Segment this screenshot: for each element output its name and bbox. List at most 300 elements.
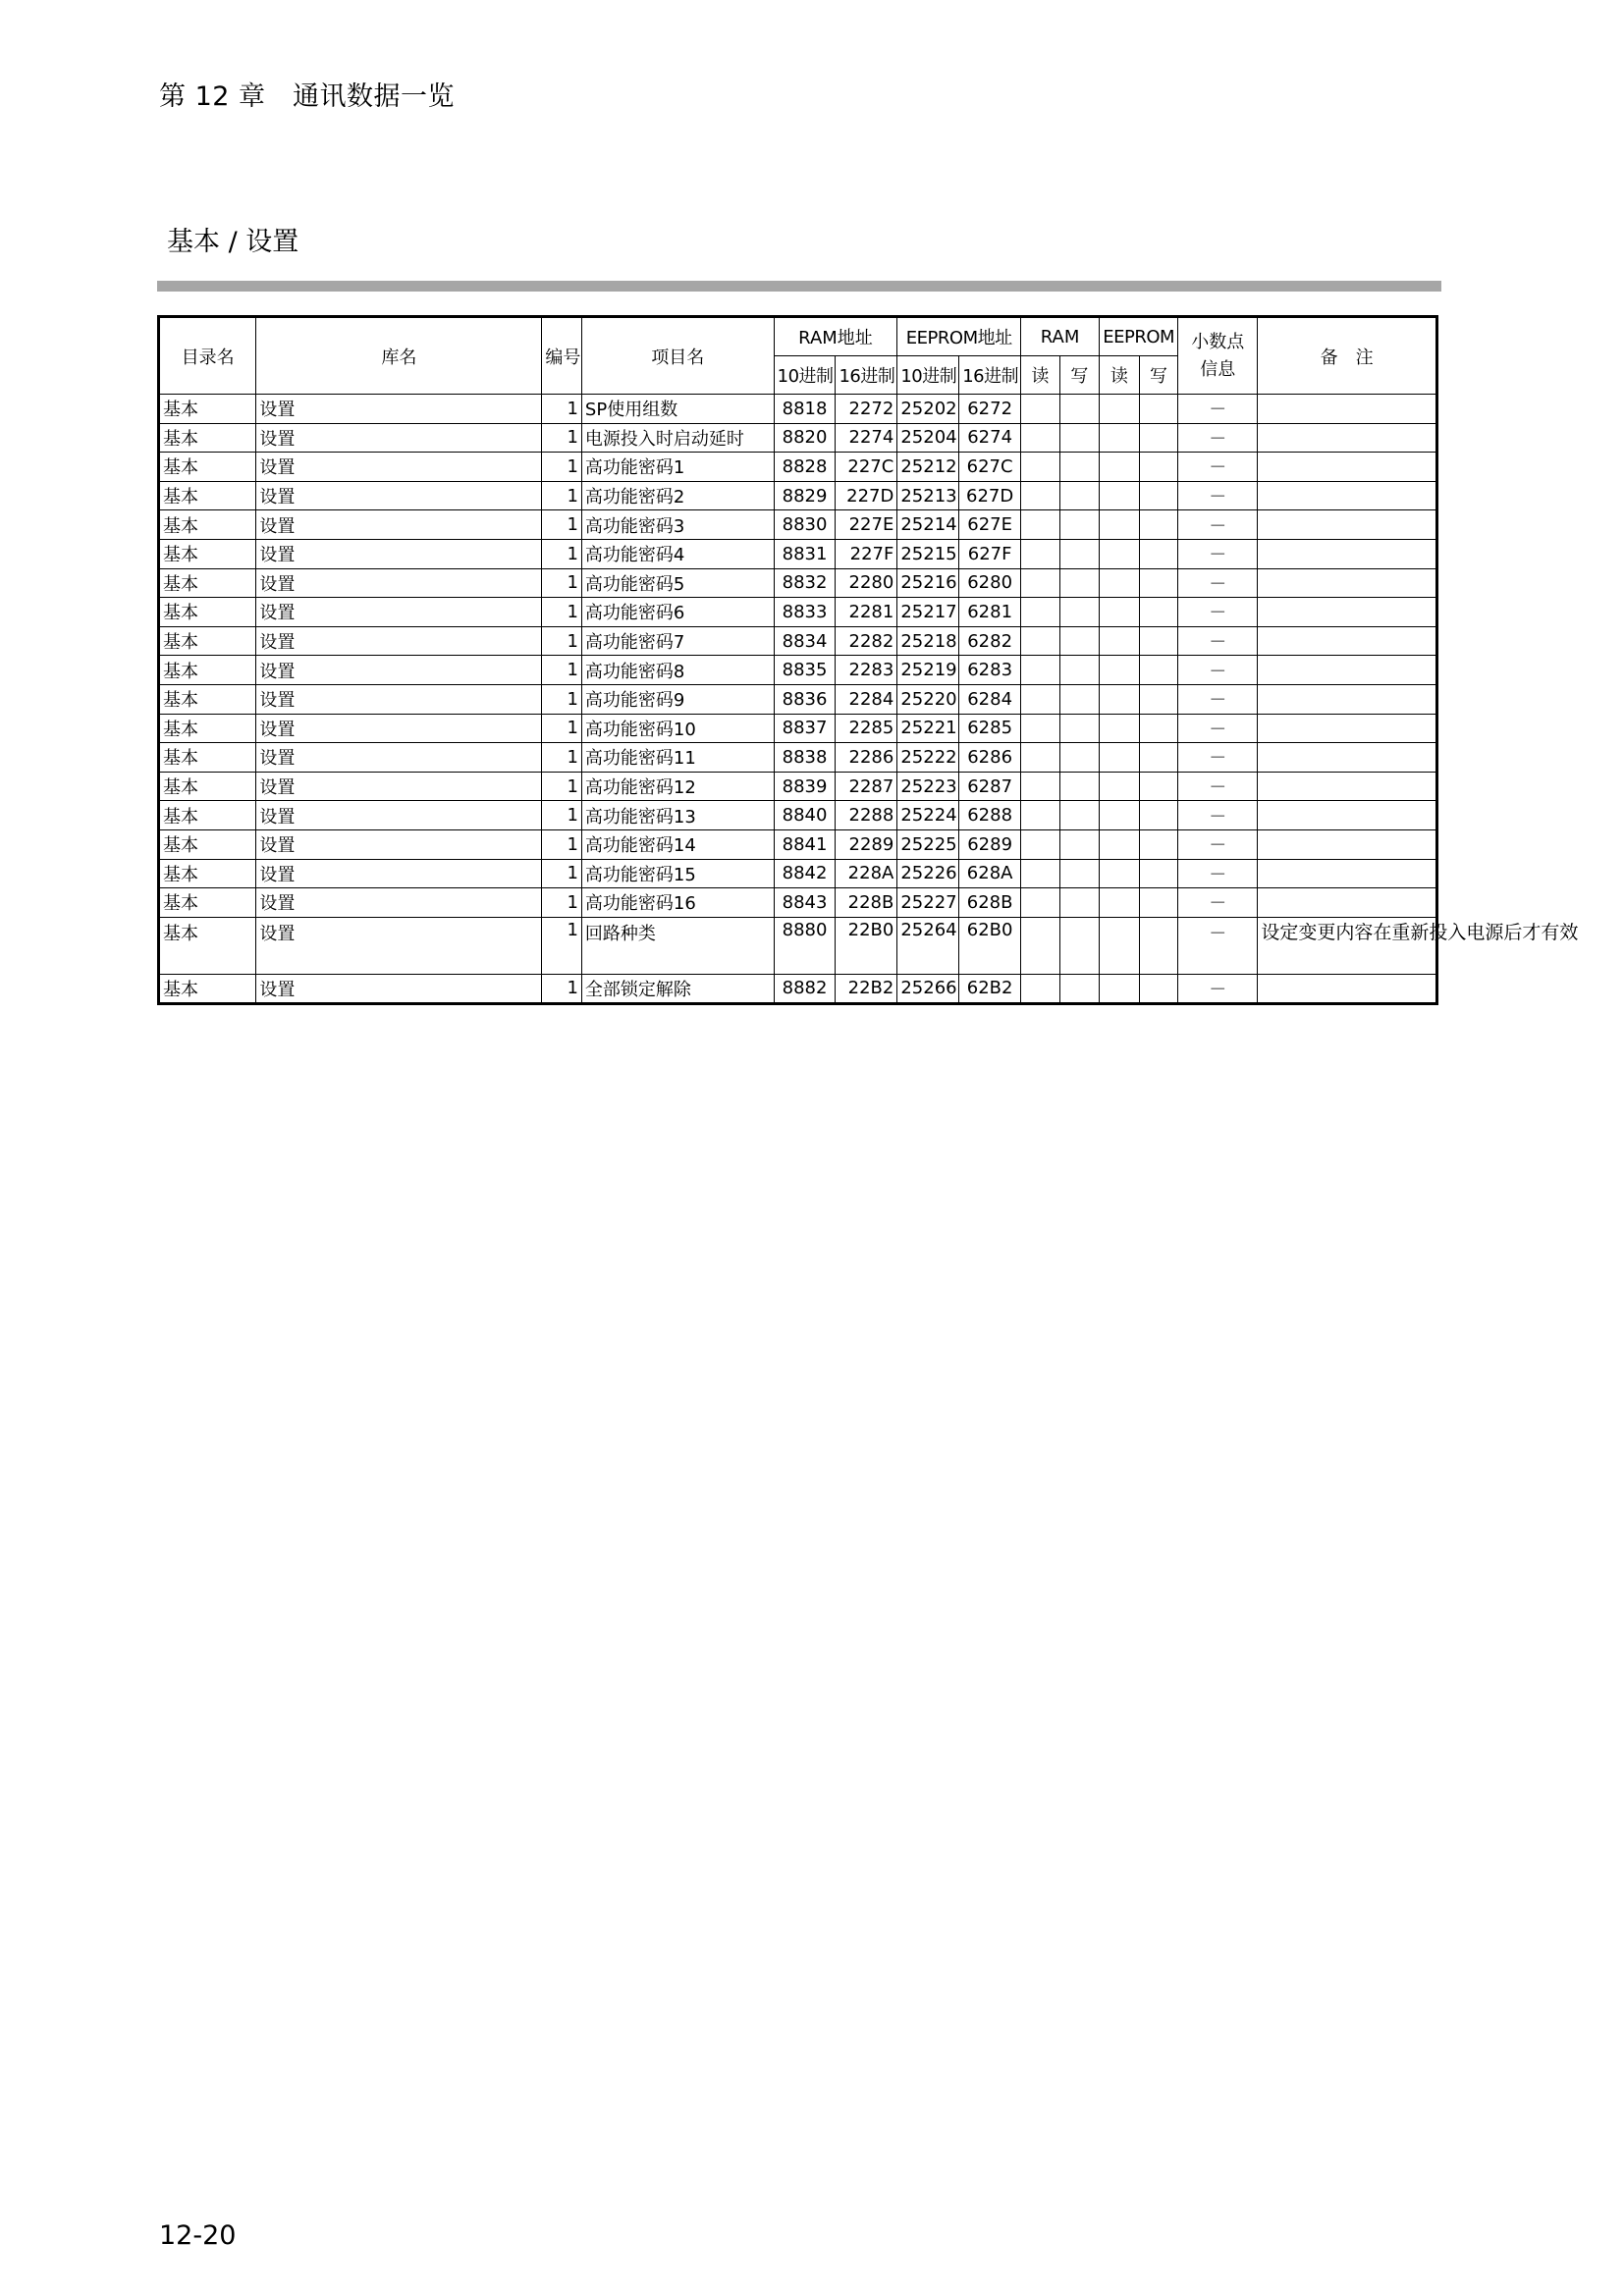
cell-item: 高功能密码4 [581, 539, 774, 568]
cell-eeprom-write [1139, 453, 1178, 482]
cell-ram-read [1021, 859, 1060, 888]
cell-eeprom-read [1100, 714, 1140, 743]
cell-eeprom-dec: 25222 [897, 743, 959, 773]
table-row [159, 395, 1437, 424]
cell-eeprom-read [1100, 481, 1140, 510]
cell-catalog: 基本 [159, 684, 256, 714]
cell-ram-read [1021, 888, 1060, 918]
header-item: 项目名 [581, 317, 774, 395]
cell-eeprom-hex: 628B [959, 888, 1021, 918]
cell-remarks [1258, 510, 1437, 540]
table-row [159, 423, 1437, 453]
table-row [159, 859, 1437, 888]
cell-ram-dec: 8830 [774, 510, 836, 540]
cell-remarks [1258, 598, 1437, 627]
cell-eeprom-hex: 6285 [959, 714, 1021, 743]
cell-item: 高功能密码2 [581, 481, 774, 510]
cell-remarks [1258, 829, 1437, 859]
cell-number: 1 [542, 481, 582, 510]
cell-decimal-info: － [1178, 859, 1258, 888]
cell-ram-dec: 8835 [774, 656, 836, 685]
cell-eeprom-dec: 25226 [897, 859, 959, 888]
cell-eeprom-write [1139, 598, 1178, 627]
cell-ram-dec: 8840 [774, 801, 836, 830]
cell-eeprom-dec: 25204 [897, 423, 959, 453]
table-row [159, 801, 1437, 830]
cell-ram-write [1059, 568, 1100, 598]
cell-number: 1 [542, 829, 582, 859]
cell-ram-dec: 8833 [774, 598, 836, 627]
cell-remarks [1258, 423, 1437, 453]
cell-ram-hex: 2272 [836, 395, 897, 424]
table-row [159, 743, 1437, 773]
cell-item: 高功能密码8 [581, 656, 774, 685]
cell-ram-dec: 8832 [774, 568, 836, 598]
table-row [159, 772, 1437, 801]
cell-item: 高功能密码12 [581, 772, 774, 801]
cell-eeprom-hex: 628A [959, 859, 1021, 888]
table-row [159, 684, 1437, 714]
cell-ram-read [1021, 801, 1060, 830]
cell-eeprom-dec: 25217 [897, 598, 959, 627]
cell-ram-dec: 8834 [774, 626, 836, 656]
cell-library: 设置 [256, 453, 542, 482]
cell-ram-hex: 2282 [836, 626, 897, 656]
cell-remarks: 设定变更内容在重新投入电源后才有效 [1258, 917, 1437, 974]
cell-decimal-info: － [1178, 568, 1258, 598]
cell-decimal-info: － [1178, 772, 1258, 801]
cell-catalog: 基本 [159, 453, 256, 482]
cell-number: 1 [542, 888, 582, 918]
cell-number: 1 [542, 859, 582, 888]
cell-remarks [1258, 568, 1437, 598]
cell-library: 设置 [256, 510, 542, 540]
cell-ram-write [1059, 974, 1100, 1004]
cell-decimal-info: － [1178, 481, 1258, 510]
cell-eeprom-write [1139, 829, 1178, 859]
cell-library: 设置 [256, 974, 542, 1004]
cell-ram-read [1021, 481, 1060, 510]
cell-ram-read [1021, 568, 1060, 598]
cell-remarks [1258, 888, 1437, 918]
cell-eeprom-hex: 6283 [959, 656, 1021, 685]
cell-ram-dec: 8882 [774, 974, 836, 1004]
header-decimal-info: 小数点信息 [1178, 317, 1258, 395]
cell-catalog: 基本 [159, 859, 256, 888]
cell-ram-hex: 2289 [836, 829, 897, 859]
cell-number: 1 [542, 395, 582, 424]
header-ram-write: 写 [1059, 356, 1100, 395]
cell-eeprom-dec: 25225 [897, 829, 959, 859]
cell-catalog: 基本 [159, 481, 256, 510]
cell-ram-read [1021, 395, 1060, 424]
cell-eeprom-read [1100, 395, 1140, 424]
cell-remarks [1258, 801, 1437, 830]
cell-ram-write [1059, 626, 1100, 656]
cell-ram-read [1021, 974, 1060, 1004]
header-ram-read: 读 [1021, 356, 1060, 395]
cell-eeprom-write [1139, 859, 1178, 888]
cell-number: 1 [542, 743, 582, 773]
cell-library: 设置 [256, 714, 542, 743]
cell-remarks [1258, 656, 1437, 685]
cell-ram-hex: 228A [836, 859, 897, 888]
cell-ram-dec: 8841 [774, 829, 836, 859]
cell-catalog: 基本 [159, 974, 256, 1004]
cell-decimal-info: － [1178, 539, 1258, 568]
cell-ram-read [1021, 743, 1060, 773]
cell-library: 设置 [256, 888, 542, 918]
cell-ram-write [1059, 510, 1100, 540]
header-ram-address: RAM地址 [774, 317, 897, 356]
table-row [159, 626, 1437, 656]
cell-ram-read [1021, 829, 1060, 859]
cell-number: 1 [542, 974, 582, 1004]
cell-eeprom-hex: 6287 [959, 772, 1021, 801]
cell-ram-write [1059, 539, 1100, 568]
cell-eeprom-hex: 6281 [959, 598, 1021, 627]
cell-number: 1 [542, 801, 582, 830]
cell-item: 高功能密码1 [581, 453, 774, 482]
cell-item: 全部锁定解除 [581, 974, 774, 1004]
cell-eeprom-dec: 25219 [897, 656, 959, 685]
cell-decimal-info: － [1178, 888, 1258, 918]
header-eeprom: EEPROM [1100, 317, 1178, 356]
cell-library: 设置 [256, 684, 542, 714]
cell-ram-write [1059, 395, 1100, 424]
cell-catalog: 基本 [159, 510, 256, 540]
cell-library: 设置 [256, 656, 542, 685]
cell-eeprom-write [1139, 917, 1178, 974]
cell-ram-write [1059, 801, 1100, 830]
cell-eeprom-read [1100, 539, 1140, 568]
cell-remarks [1258, 684, 1437, 714]
cell-ram-read [1021, 917, 1060, 974]
cell-eeprom-hex: 627F [959, 539, 1021, 568]
table-row [159, 453, 1437, 482]
cell-number: 1 [542, 453, 582, 482]
cell-catalog: 基本 [159, 743, 256, 773]
cell-ram-dec: 8831 [774, 539, 836, 568]
cell-eeprom-write [1139, 481, 1178, 510]
cell-eeprom-write [1139, 684, 1178, 714]
cell-catalog: 基本 [159, 888, 256, 918]
cell-eeprom-hex: 6272 [959, 395, 1021, 424]
cell-eeprom-dec: 25224 [897, 801, 959, 830]
cell-catalog: 基本 [159, 917, 256, 974]
cell-ram-write [1059, 829, 1100, 859]
cell-eeprom-read [1100, 917, 1140, 974]
cell-catalog: 基本 [159, 395, 256, 424]
cell-item: 高功能密码3 [581, 510, 774, 540]
cell-item: 电源投入时启动延时 [581, 423, 774, 453]
cell-item: 高功能密码7 [581, 626, 774, 656]
cell-eeprom-read [1100, 684, 1140, 714]
table-row [159, 481, 1437, 510]
cell-eeprom-read [1100, 772, 1140, 801]
cell-number: 1 [542, 714, 582, 743]
cell-item: 高功能密码13 [581, 801, 774, 830]
cell-eeprom-read [1100, 626, 1140, 656]
cell-number: 1 [542, 772, 582, 801]
page-number: 12-20 [159, 2220, 237, 2251]
cell-decimal-info: － [1178, 801, 1258, 830]
cell-eeprom-hex: 627D [959, 481, 1021, 510]
header-library: 库名 [256, 317, 542, 395]
cell-item: SP使用组数 [581, 395, 774, 424]
cell-eeprom-read [1100, 510, 1140, 540]
cell-eeprom-hex: 6282 [959, 626, 1021, 656]
cell-decimal-info: － [1178, 395, 1258, 424]
cell-item: 回路种类 [581, 917, 774, 974]
header-eeprom-hex: 16进制 [959, 356, 1021, 395]
cell-ram-read [1021, 510, 1060, 540]
table-row [159, 568, 1437, 598]
cell-item: 高功能密码9 [581, 684, 774, 714]
cell-ram-write [1059, 859, 1100, 888]
cell-ram-write [1059, 917, 1100, 974]
header-catalog: 目录名 [159, 317, 256, 395]
header-remarks: 备 注 [1258, 317, 1437, 395]
cell-eeprom-hex: 6288 [959, 801, 1021, 830]
cell-ram-read [1021, 539, 1060, 568]
cell-ram-write [1059, 598, 1100, 627]
cell-ram-write [1059, 684, 1100, 714]
cell-remarks [1258, 395, 1437, 424]
cell-item: 高功能密码5 [581, 568, 774, 598]
cell-remarks [1258, 453, 1437, 482]
cell-catalog: 基本 [159, 423, 256, 453]
cell-eeprom-write [1139, 656, 1178, 685]
table-row [159, 888, 1437, 918]
cell-remarks [1258, 539, 1437, 568]
cell-number: 1 [542, 568, 582, 598]
table-row [159, 714, 1437, 743]
cell-decimal-info: － [1178, 423, 1258, 453]
cell-eeprom-read [1100, 453, 1140, 482]
cell-ram-hex: 2288 [836, 801, 897, 830]
cell-ram-read [1021, 423, 1060, 453]
cell-ram-read [1021, 626, 1060, 656]
cell-eeprom-dec: 25216 [897, 568, 959, 598]
cell-decimal-info: － [1178, 453, 1258, 482]
cell-eeprom-hex: 62B0 [959, 917, 1021, 974]
cell-eeprom-read [1100, 568, 1140, 598]
cell-remarks [1258, 859, 1437, 888]
table-body [159, 395, 1579, 1004]
cell-ram-hex: 22B2 [836, 974, 897, 1004]
cell-library: 设置 [256, 626, 542, 656]
cell-item: 高功能密码14 [581, 829, 774, 859]
cell-ram-hex: 2286 [836, 743, 897, 773]
cell-number: 1 [542, 684, 582, 714]
cell-decimal-info: － [1178, 656, 1258, 685]
cell-ram-read [1021, 453, 1060, 482]
cell-library: 设置 [256, 743, 542, 773]
cell-decimal-info: － [1178, 714, 1258, 743]
cell-remarks [1258, 714, 1437, 743]
cell-ram-write [1059, 656, 1100, 685]
cell-eeprom-read [1100, 656, 1140, 685]
cell-library: 设置 [256, 801, 542, 830]
cell-eeprom-write [1139, 974, 1178, 1004]
cell-ram-dec: 8820 [774, 423, 836, 453]
cell-eeprom-write [1139, 772, 1178, 801]
cell-ram-dec: 8880 [774, 917, 836, 974]
cell-number: 1 [542, 510, 582, 540]
cell-catalog: 基本 [159, 656, 256, 685]
cell-ram-hex: 2280 [836, 568, 897, 598]
cell-remarks [1258, 974, 1437, 1004]
cell-library: 设置 [256, 539, 542, 568]
cell-eeprom-dec: 25214 [897, 510, 959, 540]
cell-library: 设置 [256, 598, 542, 627]
cell-library: 设置 [256, 917, 542, 974]
cell-eeprom-read [1100, 974, 1140, 1004]
cell-ram-dec: 8842 [774, 859, 836, 888]
cell-eeprom-dec: 25227 [897, 888, 959, 918]
cell-item: 高功能密码11 [581, 743, 774, 773]
cell-eeprom-dec: 25215 [897, 539, 959, 568]
cell-eeprom-read [1100, 859, 1140, 888]
cell-eeprom-write [1139, 568, 1178, 598]
table-row [159, 598, 1437, 627]
header-eeprom-read: 读 [1100, 356, 1140, 395]
header-number: 编号 [542, 317, 582, 395]
cell-ram-hex: 2283 [836, 656, 897, 685]
header-eeprom-address: EEPROM地址 [897, 317, 1021, 356]
cell-ram-hex: 2287 [836, 772, 897, 801]
cell-catalog: 基本 [159, 801, 256, 830]
cell-ram-dec: 8828 [774, 453, 836, 482]
cell-ram-write [1059, 481, 1100, 510]
cell-item: 高功能密码16 [581, 888, 774, 918]
cell-item: 高功能密码10 [581, 714, 774, 743]
cell-ram-read [1021, 598, 1060, 627]
cell-catalog: 基本 [159, 539, 256, 568]
cell-eeprom-read [1100, 423, 1140, 453]
cell-decimal-info: － [1178, 598, 1258, 627]
cell-decimal-info: － [1178, 743, 1258, 773]
cell-ram-dec: 8838 [774, 743, 836, 773]
cell-decimal-info: － [1178, 626, 1258, 656]
cell-ram-dec: 8818 [774, 395, 836, 424]
cell-ram-hex: 227D [836, 481, 897, 510]
cell-eeprom-hex: 6280 [959, 568, 1021, 598]
cell-ram-hex: 2285 [836, 714, 897, 743]
cell-eeprom-dec: 25266 [897, 974, 959, 1004]
cell-eeprom-write [1139, 801, 1178, 830]
cell-remarks [1258, 772, 1437, 801]
cell-ram-dec: 8829 [774, 481, 836, 510]
cell-catalog: 基本 [159, 772, 256, 801]
cell-eeprom-write [1139, 626, 1178, 656]
cell-number: 1 [542, 423, 582, 453]
table-row [159, 974, 1437, 1004]
cell-eeprom-hex: 6286 [959, 743, 1021, 773]
cell-library: 设置 [256, 423, 542, 453]
cell-ram-hex: 2284 [836, 684, 897, 714]
cell-number: 1 [542, 598, 582, 627]
cell-number: 1 [542, 626, 582, 656]
cell-decimal-info: － [1178, 510, 1258, 540]
cell-number: 1 [542, 656, 582, 685]
cell-library: 设置 [256, 859, 542, 888]
cell-eeprom-hex: 627C [959, 453, 1021, 482]
cell-eeprom-hex: 6284 [959, 684, 1021, 714]
cell-number: 1 [542, 917, 582, 974]
cell-ram-write [1059, 888, 1100, 918]
header-ram-dec: 10进制 [774, 356, 836, 395]
cell-catalog: 基本 [159, 598, 256, 627]
cell-eeprom-write [1139, 888, 1178, 918]
cell-eeprom-write [1139, 510, 1178, 540]
section-divider [157, 281, 1441, 292]
cell-eeprom-dec: 25220 [897, 684, 959, 714]
cell-item: 高功能密码15 [581, 859, 774, 888]
table-row [159, 510, 1437, 540]
cell-eeprom-read [1100, 888, 1140, 918]
cell-catalog: 基本 [159, 626, 256, 656]
cell-eeprom-read [1100, 743, 1140, 773]
cell-catalog: 基本 [159, 829, 256, 859]
cell-eeprom-hex: 6289 [959, 829, 1021, 859]
chapter-title: 第 12 章 通讯数据一览 [159, 81, 456, 112]
cell-eeprom-dec: 25223 [897, 772, 959, 801]
cell-ram-read [1021, 772, 1060, 801]
cell-library: 设置 [256, 395, 542, 424]
cell-library: 设置 [256, 772, 542, 801]
cell-remarks [1258, 743, 1437, 773]
cell-eeprom-write [1139, 423, 1178, 453]
cell-eeprom-read [1100, 801, 1140, 830]
cell-library: 设置 [256, 568, 542, 598]
cell-ram-read [1021, 684, 1060, 714]
table-row [159, 829, 1437, 859]
cell-ram-dec: 8837 [774, 714, 836, 743]
cell-eeprom-dec: 25221 [897, 714, 959, 743]
cell-eeprom-write [1139, 714, 1178, 743]
cell-ram-hex: 2281 [836, 598, 897, 627]
cell-ram-write [1059, 772, 1100, 801]
cell-catalog: 基本 [159, 714, 256, 743]
header-ram-hex: 16进制 [836, 356, 897, 395]
cell-eeprom-dec: 25202 [897, 395, 959, 424]
cell-eeprom-hex: 627E [959, 510, 1021, 540]
cell-ram-read [1021, 714, 1060, 743]
cell-ram-hex: 227E [836, 510, 897, 540]
header-eeprom-write: 写 [1139, 356, 1178, 395]
table-row [159, 917, 1437, 974]
cell-eeprom-hex: 6274 [959, 423, 1021, 453]
cell-ram-dec: 8836 [774, 684, 836, 714]
cell-remarks [1258, 626, 1437, 656]
cell-decimal-info: － [1178, 829, 1258, 859]
cell-ram-hex: 2274 [836, 423, 897, 453]
cell-decimal-info: － [1178, 684, 1258, 714]
cell-ram-write [1059, 743, 1100, 773]
cell-eeprom-read [1100, 829, 1140, 859]
header-ram: RAM [1021, 317, 1100, 356]
cell-eeprom-hex: 62B2 [959, 974, 1021, 1004]
cell-decimal-info: － [1178, 917, 1258, 974]
cell-eeprom-dec: 25264 [897, 917, 959, 974]
cell-ram-hex: 228B [836, 888, 897, 918]
cell-eeprom-write [1139, 539, 1178, 568]
cell-ram-write [1059, 453, 1100, 482]
cell-number: 1 [542, 539, 582, 568]
table-row [159, 539, 1437, 568]
